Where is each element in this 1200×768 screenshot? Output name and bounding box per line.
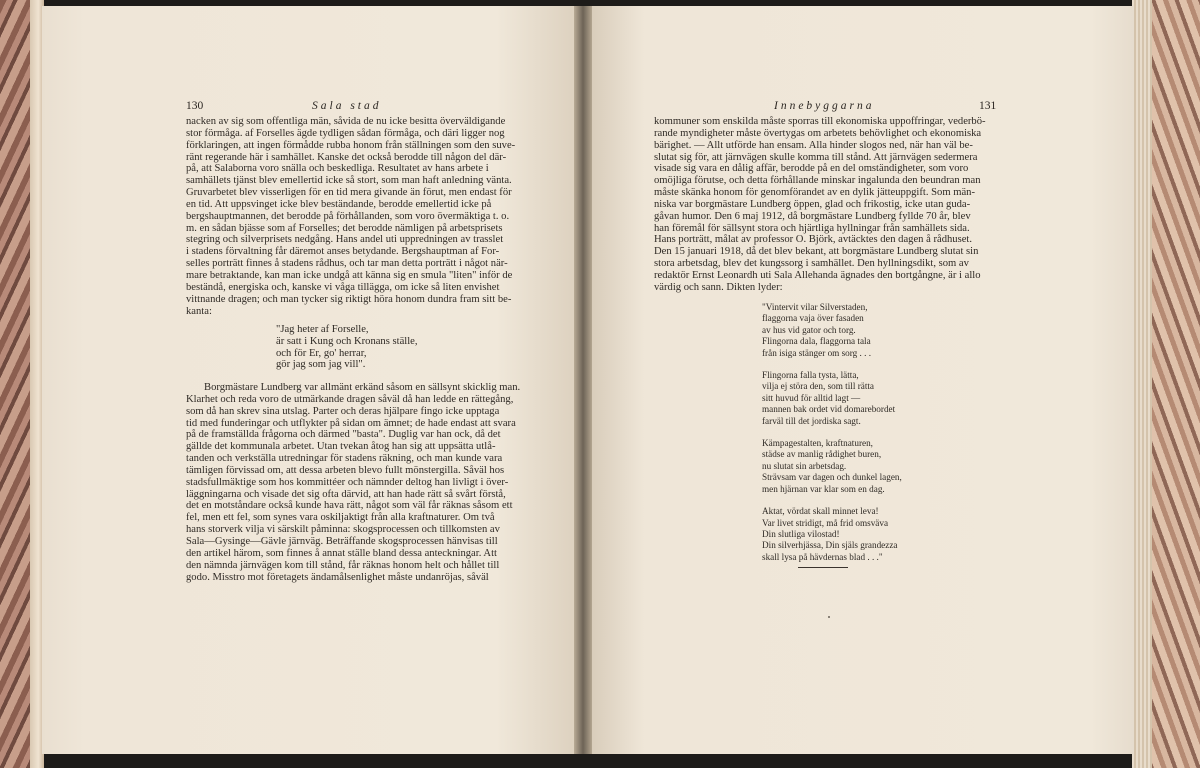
poem-line: Kämpagestalten, kraftnaturen, <box>762 438 873 449</box>
text-line: fel, men ett fel, som synes vara oskiljaktigt från alla kraftnaturer. Om två <box>186 512 495 524</box>
text-line: bärighet. — Allt utförde han ensam. Alla hinder slogos ned, när han väl be- <box>654 139 973 151</box>
right-body-text <box>654 116 1006 294</box>
poem-line: men hjärnan var klar som en dag. <box>762 483 885 494</box>
poem-line: farväl till det jordiska sagt. <box>762 415 861 426</box>
text-line: förklaringen, att ingen förmådde rubba honom från ställningen som den suve- <box>186 139 516 151</box>
text-line: gåvan humor. Den 6 maj 1912, då borgmästare Lundberg fyllde 70 år, blev <box>654 210 971 222</box>
text-line: stor förmåga. af Forselles ägde tydligen sådan förmåga, och däri ligger nog <box>186 127 505 139</box>
text-line: niska var borgmästare Lundberg öppen, glad och frikostig, icke utan guda- <box>654 198 971 210</box>
text-line: gällde det kommunala arbetet. Utan tvekan åtog han sig att uppsätta utlå- <box>186 441 496 453</box>
poem-stanza <box>762 438 902 495</box>
text-line: hans storverk vilja vi särskilt påminna: skogsprocessen och tillkomsten av <box>186 524 500 536</box>
text-line: tämligen förvissad om, att dessa arbeten blevo fullt mönstergilla. Såväl hos <box>186 464 505 476</box>
poem-line: Flingorna falla tysta, lätta, <box>762 370 859 381</box>
text-line: beständå, energiska och, kanske vi våga tillägga, om icke så liten envishet <box>186 281 500 293</box>
text-line: tid med funderingar och utflykter på sidan om ämnet; de hade endast att svara <box>186 417 516 429</box>
poem-line: skall lysa på hävdernas blad . . ." <box>762 551 883 562</box>
text-line: Borgmästare Lundberg var allmänt erkänd såsom en sällsynt skicklig man. <box>204 382 521 393</box>
poem-line: Strävsam var dagen och dunkel lagen, <box>762 472 902 483</box>
page-speck <box>828 616 830 618</box>
text-line: han föremål för sällsynt stora och hjärtliga hyllningar från samhällets sida. <box>654 222 970 234</box>
poem-line: Aktat, vördat skall minnet leva! <box>762 506 879 517</box>
left-page-number: 130 <box>186 100 204 112</box>
text-line: stora arbetsdag, blev det kungssorg i samhället. Den hyllningsdikt, som av <box>654 258 969 270</box>
text-line: värdig och sann. Dikten lyder: <box>654 281 783 293</box>
poem-line: städse av manlig rådighet buren, <box>762 449 882 460</box>
text-line: Gruvarbetet blev visserligen för en tid mera givande än förut, men endast för <box>186 187 512 199</box>
text-line: mare betraktande, kan man icke undgå att känna sig en smula "liten" inför de <box>186 269 513 281</box>
poem-stanza <box>762 370 902 427</box>
left-body-text-1 <box>186 116 532 317</box>
poem-line: av hus vid gator och torg. <box>762 324 856 335</box>
poem-line: vilja ej störa den, som till rätta <box>762 381 875 392</box>
text-line: läggningarna och visade det sig ofta därvid, att han hade rätt så svårt förstå, <box>186 488 506 500</box>
text-line: som då han skrev sina utslag. Parter och deras hjälpare fingo icke upptaga <box>186 405 500 417</box>
poem-line: "Vintervit vilar Silverstaden, <box>762 302 868 312</box>
poem-line: Flingorna dala, flaggorna tala <box>762 336 871 347</box>
text-line: en tid. Att uppsvinget icke blev beständande, berodde emellertid icke på <box>186 198 492 210</box>
text-line: Sala—Gysinge—Gävle järnväg. Beträffande skogsprocessen hänvisas till <box>186 535 498 547</box>
poem-line: från isiga stänger om sorg . . . <box>762 347 872 358</box>
text-line: stegring och silverprisets nedgång. Hans andel uti uppredningen av trasslet <box>186 234 504 246</box>
text-line: i stadens förvaltning får däremot anses betydande. Bergshauptman af For- <box>186 246 500 258</box>
poem-stanza <box>762 302 902 359</box>
text-line: m. en sådan bjässe som af Forselles; det berodde nämligen på arbetsprisets <box>186 222 503 234</box>
text-line: vittnande dragen; och man tycker sig riktigt höra honom dundra fram sitt be- <box>186 293 512 305</box>
left-body-text-2 <box>186 382 532 583</box>
text-line: måste skänka honom för genomförandet av en dylik jätteuppgift. Som män- <box>654 187 975 199</box>
book-gutter <box>574 6 592 754</box>
closing-rule <box>798 567 848 568</box>
text-line: kommuner som enskilda måste sporras till ekonomiska uppoffringar, vederbö- <box>654 116 986 127</box>
text-line: godo. Misstro mot företagets ändamålsenlighet måste undanröjas, såväl <box>186 571 489 583</box>
text-line: Klarhet och reda voro de utmärkande dragen såväl då han ledde en rättegång, <box>186 393 514 405</box>
text-line: rande myndigheter måste övertygas om arbetets behövlighet och ekonomiska <box>654 127 982 139</box>
poem-line: Din silverhjässa, Din själs grandezza <box>762 540 898 551</box>
text-line: stadsfullmäktige som hos kommittéer och nämnder deltog han livligt i över- <box>186 476 509 488</box>
poem-line: Din slutliga vilostad! <box>762 528 840 539</box>
text-line: Den 15 januari 1918, då det blev bekant, att borgmästare Lundberg slutat sin <box>654 246 979 258</box>
text-line: ränt regerande här i samhället. Kanske det också berodde till någon del där- <box>186 151 507 163</box>
verse-line: och för Er, go' herrar, <box>276 347 367 359</box>
poem-line: sitt huvud för alltid lagt — <box>762 392 861 403</box>
text-line: bergshauptmannen, det berodde på förhållanden, som voro övermäktiga t. o. <box>186 210 510 222</box>
text-line: nacken av sig som offentliga män, såvida de nu icke besitta överväldigande <box>186 116 506 127</box>
right-page-stack <box>1132 0 1152 768</box>
poem-line: Var livet stridigt, må frid omsväva <box>762 517 889 528</box>
verse-line: gör jag som jag vill". <box>276 359 366 371</box>
text-line: det en motståndare också kunde hava rätt, något som väl får räknas såsom ett <box>186 500 513 512</box>
text-line: redaktör Ernst Leonardh uti Sala Allehanda ägnades den bortgångne, är i allo <box>654 269 981 281</box>
text-line: visade sig vara en dålig affär, berodde på en del omständigheter, som voro <box>654 163 969 175</box>
verse-line: är satt i Kung och Kronans ställe, <box>276 335 418 347</box>
text-line: på, att Salaborna voro snälla och beskedliga. Resultatet av hans arbete i <box>186 163 489 175</box>
poem-line: nu slutat sin arbetsdag. <box>762 460 847 471</box>
text-line: Hans porträtt, målat av professor O. Björk, avtäcktes den dagen å rådhuset. <box>654 234 973 246</box>
poem-line: flaggorna vaja över fasaden <box>762 313 864 324</box>
text-line: selles porträtt finnes å stadens rådhus, och tar man detta porträtt i något när- <box>186 258 508 270</box>
poem-stanza <box>762 506 902 563</box>
verse-line: "Jag heter af Forselle, <box>276 324 369 335</box>
text-line: kanta: <box>186 305 212 317</box>
right-page-number: 131 <box>979 100 997 112</box>
text-line: samhällets tjänst blev emellertid icke så stort, som man haft anledning vänta. <box>186 175 512 187</box>
text-line: tanden och verkställa utredningar för stadens räkning, och man kunde vara <box>186 453 503 465</box>
text-line: på de framställda frågorna och därmed "basta". Duglig var han ock, då det <box>186 429 501 441</box>
left-running-head: Sala stad <box>312 100 382 112</box>
left-verse <box>276 324 418 371</box>
memorial-poem <box>762 302 902 574</box>
text-line: slutat sig för, att järnvägen skulle komma till stånd. Att järnvägen sedermera <box>654 151 978 163</box>
text-line: den artikel härom, som finnes å annat ställe bland dessa anteckningar. Att <box>186 547 497 559</box>
text-line: den nämnda järnvägen kom till stånd, får räknas honom helt och hållet till <box>186 559 500 571</box>
poem-line: mannen bak ordet vid domarebordet <box>762 404 896 415</box>
text-line: omöjliga förutse, och detta förhållande minskar ingalunda den beundran man <box>654 175 981 187</box>
right-running-head: Innebyggarna <box>774 100 875 112</box>
